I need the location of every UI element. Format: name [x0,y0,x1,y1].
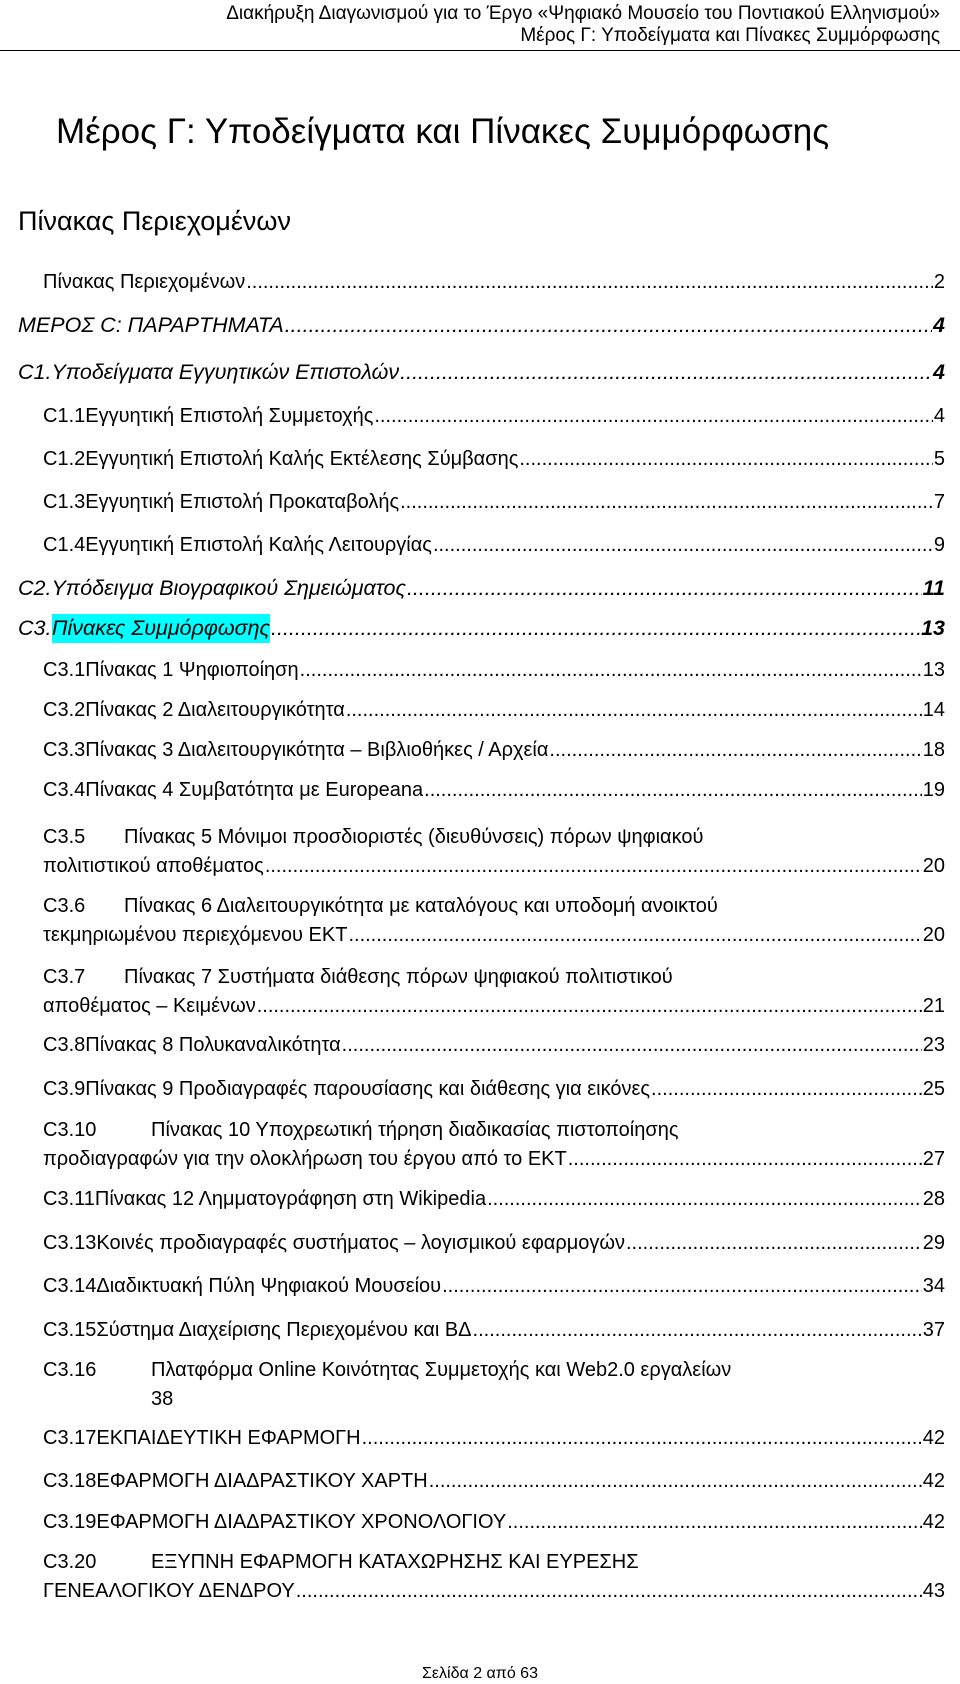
page-title: Μέρος Γ: Υποδείγματα και Πίνακες Συμμόρφωσης [56,112,830,151]
toc-leader-dots [519,445,933,474]
toc-entry-page: 7 [933,491,945,513]
toc-entry[interactable] [43,402,945,431]
toc-entry-number: C1. [18,360,52,384]
toc-entry[interactable] [43,696,945,725]
toc-heading: Πίνακας Περιεχομένων [18,206,291,236]
toc-entry-number: C3.19 [43,1511,97,1533]
toc-entry[interactable] [43,1031,945,1060]
toc-leader-dots [487,1185,922,1214]
toc-entry-label: Πίνακας 4 Συμβατότητα με Europeana [85,779,424,801]
toc-entry[interactable] [43,1185,945,1214]
toc-entry-number: C3.5 [43,826,86,848]
toc-entry-number: C1.2 [43,448,86,470]
toc-entry-number: C1.3 [43,491,86,513]
toc-entry-page: 4 [933,360,945,384]
toc-entry-number: C3.15 [43,1319,97,1341]
toc-entry[interactable] [43,1075,945,1104]
toc-entry-number: C3.11 [43,1188,95,1210]
header-document-title: Διακήρυξη Διαγωνισμού για το Έργο «Ψηφιακό Μουσείο του Ποντιακού Ελληνισμού» [226,3,940,24]
toc-leader-dots [442,1272,922,1301]
toc-entry[interactable] [18,574,945,603]
toc-leader-dots [433,531,933,560]
toc-entry-number: C3.2 [43,699,86,721]
toc-entry-label-continued: ΓΕΝΕΑΛΟΓΙΚΟΥ ΔΕΝΔΡΟΥ [43,1580,295,1602]
toc-entry-number: C3.9 [43,1078,86,1100]
toc-entry[interactable] [43,1116,945,1174]
toc-entry-page: 11 [922,576,945,600]
toc-entry-label: Πίνακας 5 Μόνιμοι προσδιοριστές (διευθύνσεις) πόρων ψηφιακού [124,826,704,848]
toc-entry[interactable] [43,1424,945,1453]
toc-leader-dots [473,1316,922,1345]
toc-leader-dots [265,852,922,881]
toc-leader-dots [507,1508,922,1537]
toc-entry-page: 2 [933,271,945,293]
toc-entry-label: Εγγυητική Επιστολή Καλής Λειτουργίας [85,534,432,556]
toc-entry-page: 9 [933,534,945,556]
toc-entry-page: 23 [922,1034,945,1056]
toc-leader-dots [407,574,922,603]
toc-entry[interactable] [43,1548,945,1606]
toc-entry-page: 21 [922,995,945,1017]
page-footer: Σελίδα 2 από 63 [422,1665,538,1682]
toc-entry-page: 5 [933,448,945,470]
toc-leader-dots [257,992,922,1021]
toc-entry[interactable] [43,823,945,881]
toc-entry[interactable] [43,488,945,517]
toc-entry-page: 4 [933,405,945,427]
toc-entry[interactable] [43,892,945,950]
toc-entry-label-continued: προδιαγραφών για την ολοκλήρωση του έργου από το ΕΚΤ [43,1148,567,1170]
toc-entry-number: C3.17 [43,1427,97,1449]
toc-entry-label: Εγγυητική Επιστολή Καλής Εκτέλεσης Σύμβασης [85,448,519,470]
toc-entry-number: C3.16 [43,1359,97,1381]
toc-entry-page: 13 [921,616,945,640]
toc-entry-label: ΕΦΑΡΜΟΓΗ ΔΙΑΔΡΑΣΤΙΚΟΥ ΧΑΡΤΗ [96,1470,428,1492]
toc-entry-label-continued: αποθέματος – Κειμένων [43,995,256,1017]
toc-entry-label: Πλατφόρμα Online Κοινότητας Συμμετοχής και Web2.0 εργαλείων [151,1359,732,1381]
toc-entry[interactable] [43,1229,945,1258]
toc-entry[interactable] [43,1356,945,1414]
toc-leader-dots [374,402,933,431]
toc-entry-page: 4 [933,313,945,337]
toc-entry-label: Πίνακας 2 Διαλειτουργικότητα [85,699,345,721]
toc-entry-label: Πίνακας 10 Υποχρεωτική τήρηση διαδικασίας πιστοποίησης [151,1119,679,1141]
toc-entry-number: C3.3 [43,739,86,761]
toc-leader-dots [271,614,920,643]
toc-entry-label: Υπόδειγμα Βιογραφικού Σημειώματος [51,576,406,600]
toc-entry-number: C1.4 [43,534,86,556]
toc-entry-page: 38 [151,1388,174,1410]
toc-entry[interactable] [18,311,945,340]
toc-leader-dots [296,1577,922,1606]
toc-entry-label: Πίνακας 8 Πολυκαναλικότητα [85,1034,341,1056]
toc-entry-page: 34 [922,1275,945,1297]
toc-entry-page: 42 [922,1511,945,1533]
toc-leader-dots [400,358,932,387]
toc-entry-label: ΕΚΠΑΙΔΕΥΤΙΚΗ ΕΦΑΡΜΟΓΗ [96,1427,361,1449]
toc-entry-label: ΕΞΥΠΝΗ ΕΦΑΡΜΟΓΗ ΚΑΤΑΧΩΡΗΣΗΣ ΚΑΙ ΕΥΡΕΣΗΣ [151,1551,639,1573]
toc-entry-page: 19 [922,779,945,801]
toc-entry-number: C3.20 [43,1551,97,1573]
toc-leader-dots [568,1145,922,1174]
toc-entry-label: Πίνακας 12 Λημματογράφηση στη Wikipedia [94,1188,487,1210]
toc-entry-page: 29 [922,1232,945,1254]
toc-entry-page: 13 [922,659,945,681]
toc-entry[interactable] [43,445,945,474]
toc-entry-page: 27 [922,1148,945,1170]
toc-entry-label: Εγγυητική Επιστολή Συμμετοχής [85,405,374,427]
toc-leader-dots [285,311,932,340]
toc-entry[interactable] [18,614,945,643]
toc-entry-label: Πίνακας 3 Διαλειτουργικότητα – Βιβλιοθήκες / Αρχεία [85,739,549,761]
toc-entry[interactable] [43,656,945,685]
toc-entry[interactable] [43,776,945,805]
toc-entry[interactable] [43,963,945,1021]
toc-entry-number: C3.13 [43,1232,97,1254]
toc-entry-number: C3. [18,616,52,640]
toc-leader-dots [342,1031,922,1060]
toc-entry-label: ΜΕΡΟΣ C: ΠΑΡΑΡΤΗΜΑΤΑ [18,313,284,337]
toc-entry-number: C3.14 [43,1275,97,1297]
toc-entry-number: C3.10 [43,1119,97,1141]
toc-entry-label: ΕΦΑΡΜΟΓΗ ΔΙΑΔΡΑΣΤΙΚΟΥ ΧΡΟΝΟΛΟΓΙΟΥ [96,1511,507,1533]
toc-entry[interactable] [43,1272,945,1301]
toc-entry-page: 20 [922,855,945,877]
toc-entry-number: C2. [18,576,52,600]
toc-entry-label: Πίνακας 9 Προδιαγραφές παρουσίασης και διάθεσης για εικόνες [85,1078,651,1100]
toc-entry-page: 28 [922,1188,945,1210]
toc-entry-number: C3.1 [43,659,86,681]
toc-entry[interactable] [43,268,945,297]
toc-entry[interactable] [43,1467,945,1496]
toc-entry-label: Υποδείγματα Εγγυητικών Επιστολών [51,360,400,384]
toc-entry-label-highlighted: Πίνακες Συμμόρφωσης [52,614,270,643]
toc-leader-dots [348,921,921,950]
header-part-title: Μέρος Γ: Υποδείγματα και Πίνακες Συμμόρφωσης [520,25,940,46]
toc-leader-dots [346,696,922,725]
toc-entry[interactable] [43,736,945,765]
toc-entry-label: Πίνακας 1 Ψηφιοποίηση [85,659,299,681]
toc-leader-dots [549,736,921,765]
toc-entry-number: C3.7 [43,966,86,988]
toc-entry-number: C3.6 [43,895,86,917]
toc-leader-dots [626,1229,922,1258]
toc-entry-page: 20 [922,924,945,946]
toc-leader-dots [362,1424,922,1453]
toc-entry-label: Εγγυητική Επιστολή Προκαταβολής [85,491,400,513]
toc-entry-label: Διαδικτυακή Πύλη Ψηφιακού Μουσείου [96,1275,442,1297]
toc-entry-number: C3.8 [43,1034,86,1056]
toc-entry-number: C3.4 [43,779,86,801]
toc-entry-page: 37 [922,1319,945,1341]
toc-entry-page: 42 [922,1427,945,1449]
toc-entry-page: 25 [922,1078,945,1100]
toc-entry-label-continued: πολιτιστικού αποθέματος [43,855,264,877]
toc-leader-dots [400,488,933,517]
toc-entry[interactable] [43,1508,945,1537]
toc-entry[interactable] [43,1316,945,1345]
toc-entry-page: 18 [922,739,945,761]
toc-leader-dots [300,656,922,685]
toc-entry-label: Κοινές προδιαγραφές συστήματος – λογισμικού εφαρμογών [96,1232,625,1254]
toc-entry[interactable] [18,358,945,387]
toc-entry-page: 42 [922,1470,945,1492]
toc-leader-dots [429,1467,922,1496]
toc-leader-dots [246,268,933,297]
toc-entry-label: Σύστημα Διαχείρισης Περιεχομένου και ΒΔ [96,1319,472,1341]
toc-leader-dots [424,776,922,805]
toc-entry-number: C1.1 [43,405,86,427]
toc-entry-page: 43 [922,1580,945,1602]
toc-entry-label: Πίνακας Περιεχομένων [43,271,246,293]
toc-entry-label: Πίνακας 7 Συστήματα διάθεσης πόρων ψηφιακού πολιτιστικού [124,966,673,988]
toc-leader-dots [651,1075,922,1104]
toc-entry-number: C3.18 [43,1470,97,1492]
toc-entry-page: 14 [922,699,945,721]
toc-entry[interactable] [43,531,945,560]
toc-entry-label: Πίνακας 6 Διαλειτουργικότητα με καταλόγους και υποδομή ανοικτού [124,895,718,917]
running-header [0,0,960,51]
toc-entry-label-continued: τεκμηριωμένου περιεχόμενου ΕΚΤ [43,924,348,946]
